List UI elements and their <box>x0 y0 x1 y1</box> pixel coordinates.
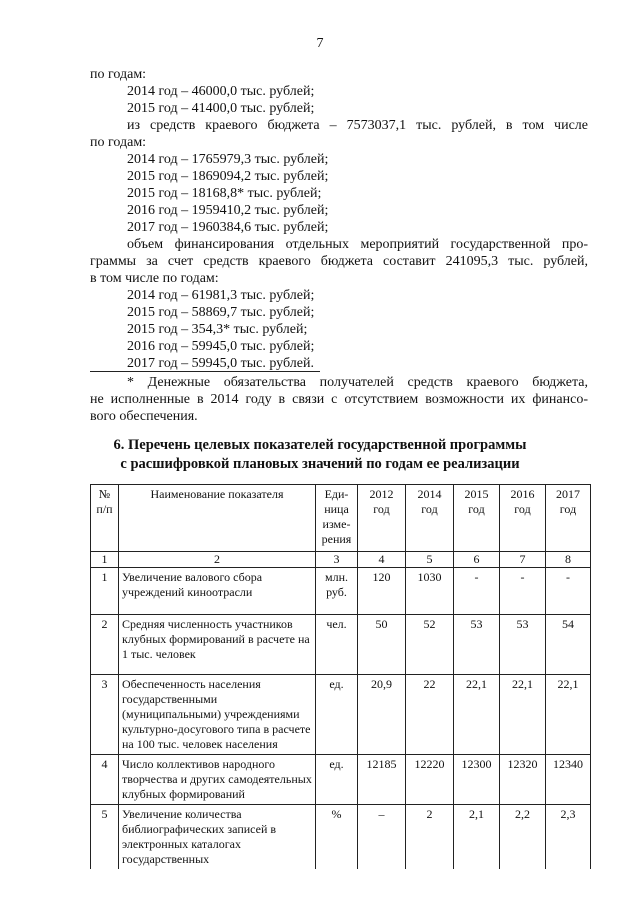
header-cell-name: Наименование показателя <box>119 485 316 552</box>
text-line: 2014 год – 46000,0 тыс. рублей; <box>127 84 315 99</box>
table-cell: 12320 <box>500 755 546 805</box>
table-row <box>91 675 591 755</box>
table-cell: 12220 <box>406 755 454 805</box>
header-cell-year: 2017 год <box>546 485 591 552</box>
table-cell: млн. руб. <box>316 568 358 615</box>
header-cell-year: 2015 год <box>454 485 500 552</box>
table-cell: 3 <box>91 675 119 755</box>
text-line: в том числе по годам: <box>90 271 219 286</box>
table-cell: Увеличение валового сбора учреждений киноотрасли <box>119 568 316 615</box>
section-title-line: 6. Перечень целевых показателей государственной программы <box>113 437 527 453</box>
text-line: из средств краевого бюджета – 7573037,1 тыс. рублей, в том числе <box>127 118 588 133</box>
table-cell: 20,9 <box>358 675 406 755</box>
text-line: по годам: <box>90 67 147 82</box>
footnote-line: не исполненные в 2014 году в связи с отсутствием возможности их финансо- <box>90 392 588 407</box>
table-row <box>91 568 591 615</box>
section-title <box>0 436 640 474</box>
column-number-cell: 4 <box>358 552 406 568</box>
footnote-separator <box>90 371 320 372</box>
table-row <box>91 805 591 870</box>
table-cell: - <box>454 568 500 615</box>
text-line: 2017 год – 59945,0 тыс. рублей. <box>127 356 314 371</box>
table-cell: 22 <box>406 675 454 755</box>
indicators-table <box>90 484 591 869</box>
column-number-row <box>91 552 591 568</box>
table-cell: % <box>316 805 358 870</box>
header-cell-number: № п/п <box>91 485 119 552</box>
table-cell: 50 <box>358 615 406 675</box>
footnote-line: вого обеспечения. <box>90 409 198 424</box>
table-cell: Число коллективов народного творчества и других самодеятельных клубных формирований <box>119 755 316 805</box>
table-cell: ед. <box>316 755 358 805</box>
table-cell: 53 <box>454 615 500 675</box>
section-title-line: с расшифровкой плановых значений по годам ее реализации <box>120 456 520 472</box>
text-line: 2015 год – 18168,8* тыс. рублей; <box>127 186 322 201</box>
header-cell-year: 2012 год <box>358 485 406 552</box>
text-line: объем финансирования отдельных мероприятий государственной про- <box>127 237 588 252</box>
header-cell-year: 2016 год <box>500 485 546 552</box>
table-cell: 53 <box>500 615 546 675</box>
table-cell: чел. <box>316 615 358 675</box>
text-line: 2015 год – 354,3* тыс. рублей; <box>127 322 308 337</box>
text-line: 2015 год – 41400,0 тыс. рублей; <box>127 101 315 116</box>
text-line: 2014 год – 61981,3 тыс. рублей; <box>127 288 315 303</box>
text-line: 2014 год – 1765979,3 тыс. рублей; <box>127 152 329 167</box>
text-line: 2015 год – 58869,7 тыс. рублей; <box>127 305 315 320</box>
table-cell: - <box>500 568 546 615</box>
column-number-cell: 7 <box>500 552 546 568</box>
table-cell: 54 <box>546 615 591 675</box>
table-cell: 120 <box>358 568 406 615</box>
table-cell: 1 <box>91 568 119 615</box>
page-number: 7 <box>316 36 324 51</box>
column-number-cell: 5 <box>406 552 454 568</box>
text-line: 2015 год – 1869094,2 тыс. рублей; <box>127 169 329 184</box>
column-number-cell: 2 <box>119 552 316 568</box>
header-cell-year: 2014 год <box>406 485 454 552</box>
column-number-cell: 1 <box>91 552 119 568</box>
table-cell: 5 <box>91 805 119 870</box>
header-cell-unit: Еди-ница изме-рения <box>316 485 358 552</box>
table-cell: Увеличение количества библиографических записей в электронных каталогах государственных <box>119 805 316 870</box>
table-row <box>91 755 591 805</box>
table-cell: 52 <box>406 615 454 675</box>
table-cell: 12185 <box>358 755 406 805</box>
column-number-cell: 6 <box>454 552 500 568</box>
table-cell: Средняя численность участников клубных формирований в расчете на 1 тыс. человек <box>119 615 316 675</box>
table-cell: 2 <box>406 805 454 870</box>
column-number-cell: 3 <box>316 552 358 568</box>
table-row <box>91 615 591 675</box>
table-cell: ед. <box>316 675 358 755</box>
table-cell: 2,1 <box>454 805 500 870</box>
column-number-cell: 8 <box>546 552 591 568</box>
table-cell: 22,1 <box>546 675 591 755</box>
table-cell: 22,1 <box>454 675 500 755</box>
table-cell: 2,3 <box>546 805 591 870</box>
table-cell: 2 <box>91 615 119 675</box>
table-cell: Обеспеченность населения государственными (муниципальными) учреждениями культурно-досугового типа в расчете на 100 тыс. человек населения <box>119 675 316 755</box>
table-cell: - <box>546 568 591 615</box>
table-cell: 12340 <box>546 755 591 805</box>
table-cell: 1030 <box>406 568 454 615</box>
text-line: по годам: <box>90 135 147 150</box>
text-line: 2017 год – 1960384,6 тыс. рублей; <box>127 220 329 235</box>
table-cell: 4 <box>91 755 119 805</box>
table-cell: 22,1 <box>500 675 546 755</box>
table-cell: 12300 <box>454 755 500 805</box>
text-line: граммы за счет средств краевого бюджета составит 241095,3 тыс. рублей, <box>90 254 588 269</box>
text-line: 2016 год – 1959410,2 тыс. рублей; <box>127 203 329 218</box>
text-line: 2016 год – 59945,0 тыс. рублей; <box>127 339 315 354</box>
table-cell: – <box>358 805 406 870</box>
footnote-line: * Денежные обязательства получателей средств краевого бюджета, <box>127 375 588 390</box>
table-cell: 2,2 <box>500 805 546 870</box>
table-header-row <box>91 485 591 552</box>
